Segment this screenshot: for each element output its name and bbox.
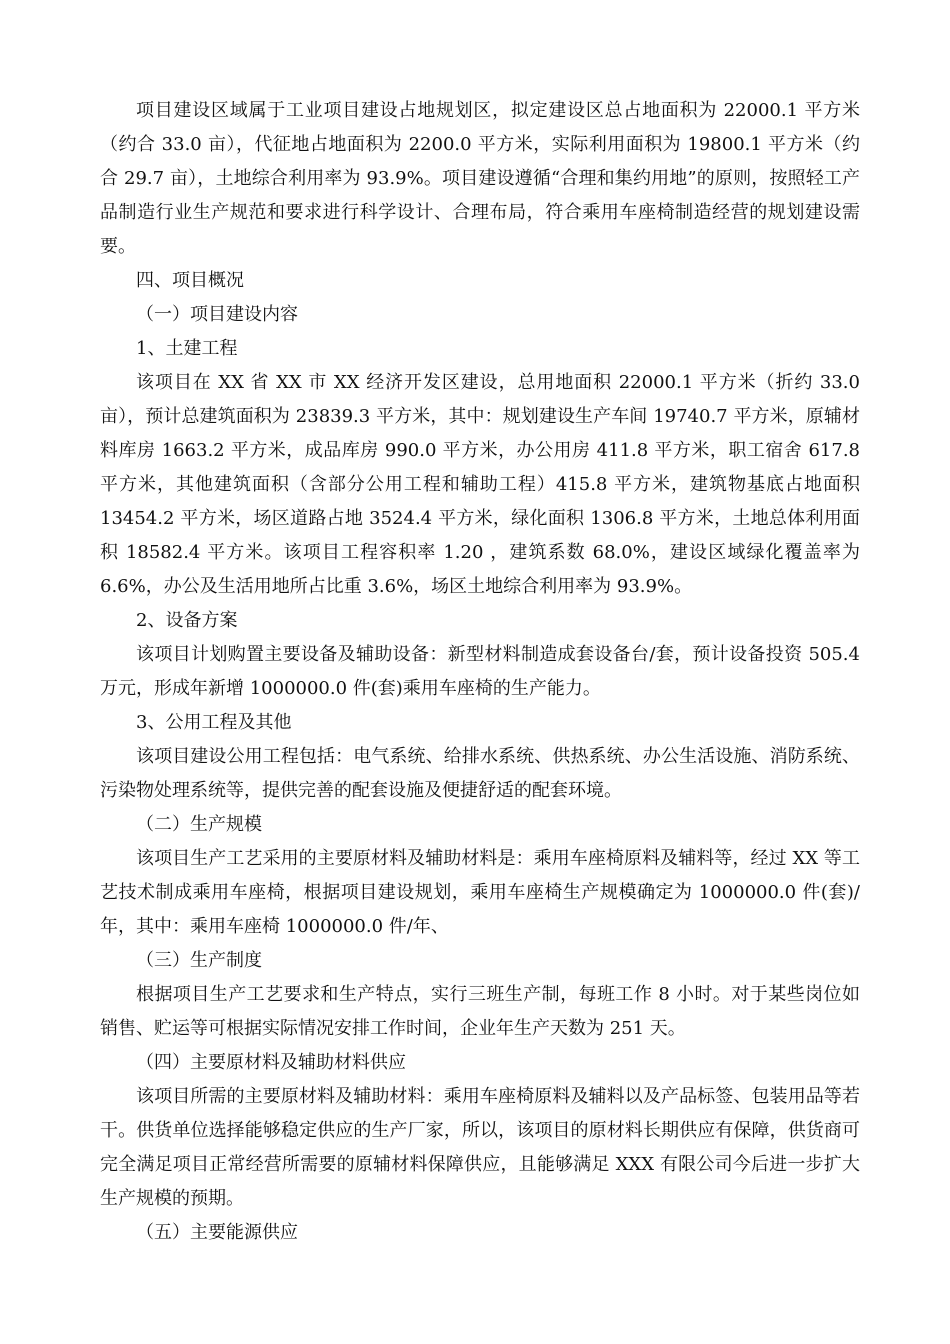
item-heading-utilities: 3、公用工程及其他 — [136, 712, 292, 733]
item-heading-equipment: 2、设备方案 — [136, 610, 238, 631]
subsection-heading-production-scale: （二）生产规模 — [136, 814, 262, 835]
production-scale-paragraph: 该项目生产工艺采用的主要原材料及辅助材料是：乘用车座椅原料及辅料等，经过 XX 等工艺技术制成乘用车座椅，根据项目建设规划，乘用车座椅生产规模确定为 1000000.0 件(套)/年，其中：乘用车座椅 1000000.0 件/年、 — [100, 848, 860, 937]
production-system-paragraph: 根据项目生产工艺要求和生产特点，实行三班生产制，每班工作 8 小时。对于某些岗位如销售、贮运等可根据实际情况安排工作时间，企业年生产天数为 251 天。 — [100, 984, 860, 1039]
intro-paragraph: 项目建设区域属于工业项目建设占地规划区，拟定建设区总占地面积为 22000.1 平方米（约合 33.0 亩），代征地占地面积为 2200.0 平方米，实际利用面积为 19800.1 平方米（约合 29.7 亩），土地综合利用率为 93.9%。项目建设遵循“合理和集约用地”的原则，按照轻工产品制造行业生产规范和要求进行科学设计、合理布局，符合乘用车座椅制造经营的规划建设需要。 — [100, 100, 860, 257]
subsection-heading-materials-supply: （四）主要原材料及辅助材料供应 — [136, 1052, 406, 1073]
subsection-heading-production-system: （三）生产制度 — [136, 950, 262, 971]
subsection-heading-construction-content: （一）项目建设内容 — [136, 304, 298, 325]
utilities-paragraph: 该项目建设公用工程包括：电气系统、给排水系统、供热系统、办公生活设施、消防系统、污染物处理系统等，提供完善的配套设施及便捷舒适的配套环境。 — [100, 746, 860, 801]
materials-supply-paragraph: 该项目所需的主要原材料及辅助材料：乘用车座椅原料及辅料以及产品标签、包装用品等若干。供货单位选择能够稳定供应的生产厂家，所以，该项目的原材料长期供应有保障，供货商可完全满足项目正常经营所需要的原辅材料保障供应，且能够满足 XXX 有限公司今后进一步扩大生产规模的预期。 — [100, 1086, 860, 1209]
civil-works-paragraph: 该项目在 XX 省 XX 市 XX 经济开发区建设，总用地面积 22000.1 平方米（折约 33.0 亩），预计总建筑面积为 23839.3 平方米，其中：规划建设生产车间 19740.7 平方米，原辅材料库房 1663.2 平方米，成品库房 990.0 平方米，办公用房 411.8 平方米，职工宿舍 617.8 平方米，其他建筑面积（含部分公用工程和辅助工程）415.8 平方米，建筑物基底占地面积 13454.2 平方米，场区道路占地 3524.4 平方米，绿化面积 1306.8 平方米，土地总体利用面积 18582.4 平方米。该项目工程容积率 1.20 ，建筑系数 68.0%，建设区域绿化覆盖率为 6.6%，办公及生活用地所占比重 3.6%，场区土地综合利用率为 93.9%。 — [100, 372, 860, 597]
subsection-heading-energy-supply: （五）主要能源供应 — [136, 1222, 298, 1243]
item-heading-civil-works: 1、土建工程 — [136, 338, 238, 359]
document-page — [100, 94, 860, 1250]
section-heading-overview: 四、项目概况 — [136, 270, 244, 291]
equipment-paragraph: 该项目计划购置主要设备及辅助设备：新型材料制造成套设备台/套，预计设备投资 505.4 万元，形成年新增 1000000.0 件(套)乘用车座椅的生产能力。 — [100, 644, 860, 699]
